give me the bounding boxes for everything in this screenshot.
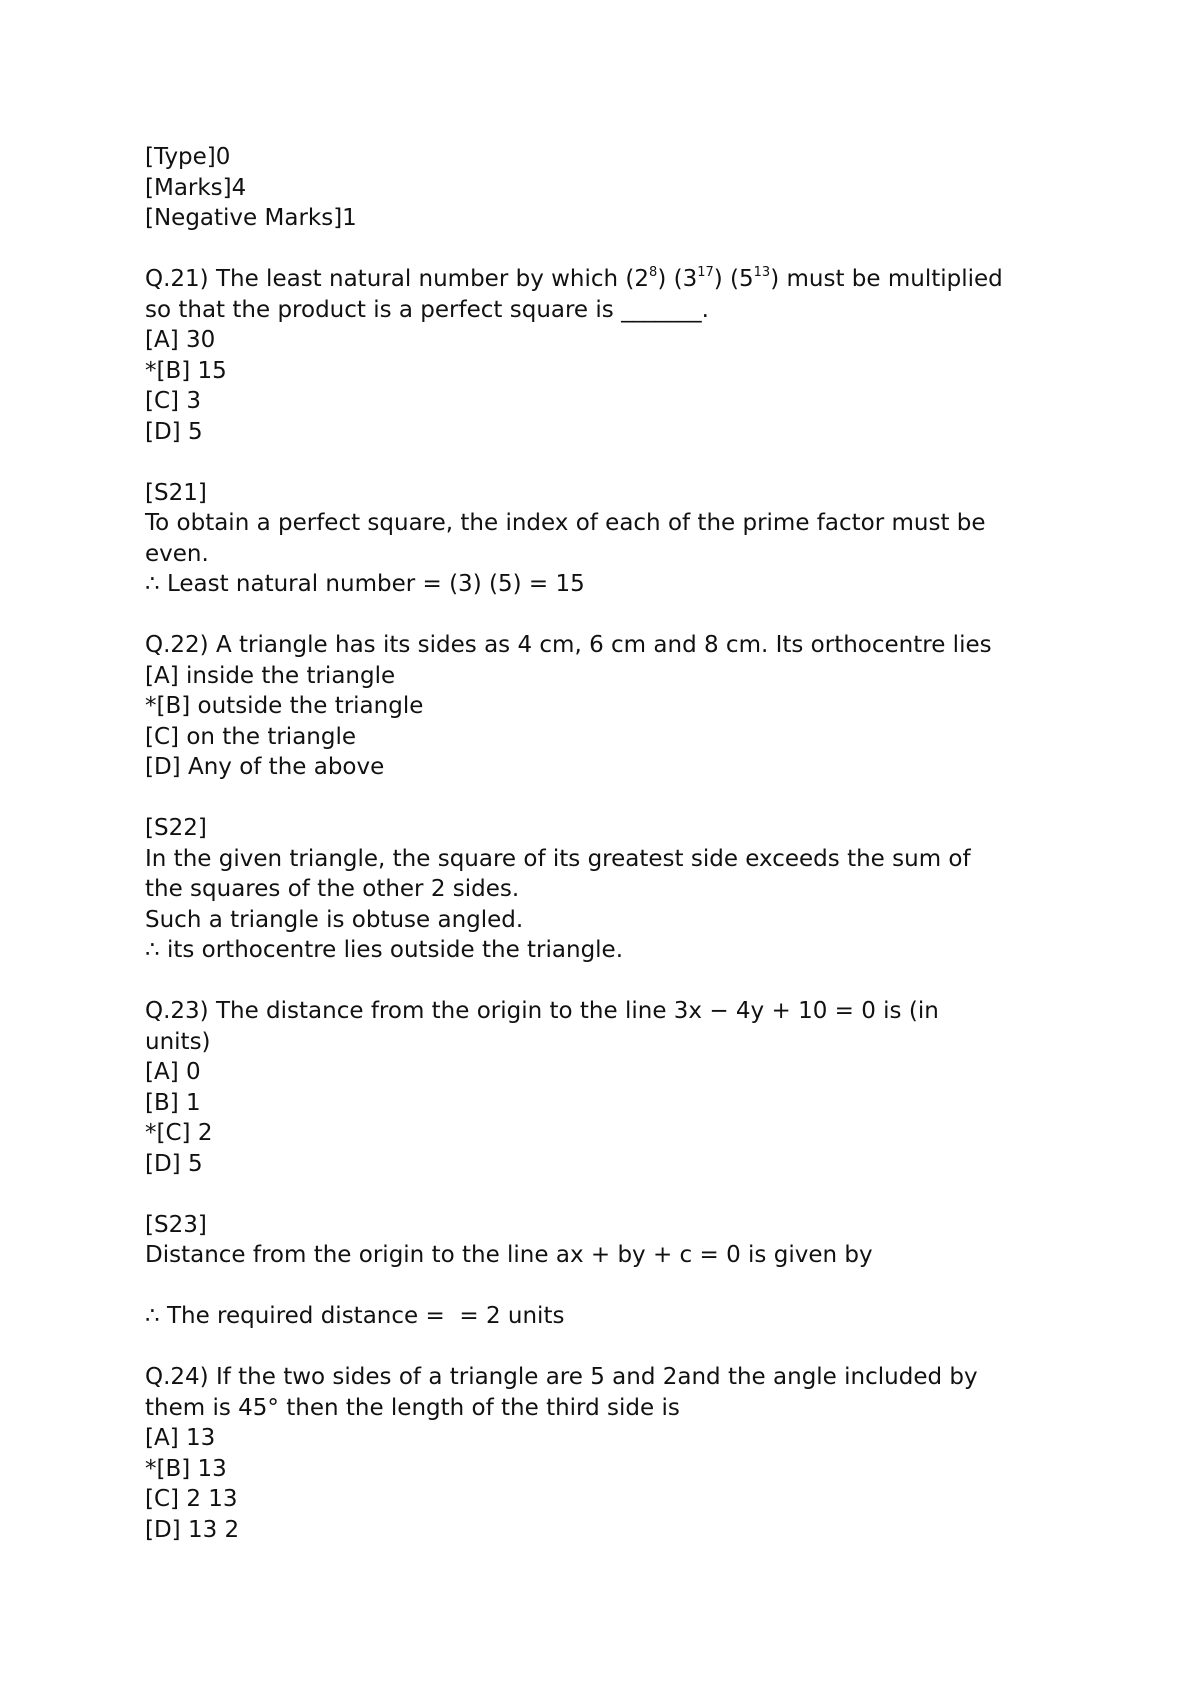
s22-line-3: Such a triangle is obtuse angled. (145, 906, 524, 933)
q23-option-a: [A] 0 (145, 1059, 201, 1085)
spacer (145, 234, 1085, 265)
q21-mid-1: ) (3 (657, 266, 698, 292)
solution-22-tag: [S22] (145, 815, 207, 841)
question-21-line-2: so that the product is a perfect square is _______. (145, 296, 709, 323)
question-24-text: Q.24) If the two sides of a triangle are 5 and 2and the angle included by (145, 1364, 978, 1390)
s22-line-4: ∴ its orthocentre lies outside the triangle. (145, 937, 624, 963)
spacer (145, 1179, 1085, 1210)
q24-option-a: [A] 13 (145, 1425, 216, 1451)
s23-line-1: Distance from the origin to the line ax + by + c = 0 is given by (145, 1242, 873, 1268)
spacer (145, 966, 1085, 997)
q21-exponent-3: 13 (753, 265, 771, 281)
q24-option-d: [D] 13 2 (145, 1516, 240, 1543)
negative-marks-line: [Negative Marks]1 (145, 205, 357, 231)
q21-option-d: [D] 5 (145, 418, 203, 445)
q24-option-b: *[B] 13 (145, 1455, 227, 1482)
question-22-text: Q.22) A triangle has its sides as 4 cm, 6 cm and 8 cm. Its orthocentre lies (145, 632, 992, 658)
q22-option-b: *[B] outside the triangle (145, 693, 424, 719)
question-23-text: Q.23) The distance from the origin to the line 3x − 4y + 10 = 0 is (in (145, 998, 939, 1024)
q22-option-c: [C] on the triangle (145, 723, 357, 750)
question-21-text (145, 264, 1085, 295)
spacer (145, 1332, 1085, 1363)
q21-option-a: [A] 30 (145, 327, 216, 353)
q24-option-c: [C] 2 13 (145, 1486, 238, 1512)
s21-line-2: even. (145, 540, 209, 567)
question-24-line-2: them is 45° then the length of the third side is (145, 1394, 680, 1421)
q21-option-b: *[B] 15 (145, 357, 227, 384)
q23-option-b: [B] 1 (145, 1089, 201, 1116)
q21-suffix: ) must be multiplied (770, 266, 1003, 292)
marks-line: [Marks]4 (145, 174, 247, 201)
spacer (145, 1271, 1085, 1302)
spacer (145, 600, 1085, 631)
s23-line-2: ∴ The required distance = = 2 units (145, 1303, 565, 1329)
q23-option-c: *[C] 2 (145, 1120, 213, 1146)
spacer (145, 783, 1085, 814)
q21-prefix: Q.21) The least natural number by which (2 (145, 266, 650, 292)
q21-exponent-1: 8 (649, 265, 658, 281)
q21-mid-2: ) (5 (713, 266, 754, 292)
s21-line-1: To obtain a perfect square, the index of each of the prime factor must be (145, 510, 986, 536)
s21-line-3: ∴ Least natural number = (3) (5) = 15 (145, 571, 585, 597)
q22-option-d: [D] Any of the above (145, 754, 385, 780)
question-23-line-2: units) (145, 1028, 211, 1055)
q23-option-d: [D] 5 (145, 1150, 203, 1177)
q22-option-a: [A] inside the triangle (145, 662, 396, 689)
s22-line-1: In the given triangle, the square of its greatest side exceeds the sum of (145, 845, 971, 872)
solution-23-tag: [S23] (145, 1211, 207, 1238)
document-page (145, 142, 1085, 1545)
solution-21-tag: [S21] (145, 479, 207, 506)
q21-exponent-2: 17 (697, 265, 714, 281)
s22-line-2: the squares of the other 2 sides. (145, 876, 520, 902)
type-line: [Type]0 (145, 144, 231, 170)
q21-option-c: [C] 3 (145, 388, 201, 414)
spacer (145, 447, 1085, 478)
